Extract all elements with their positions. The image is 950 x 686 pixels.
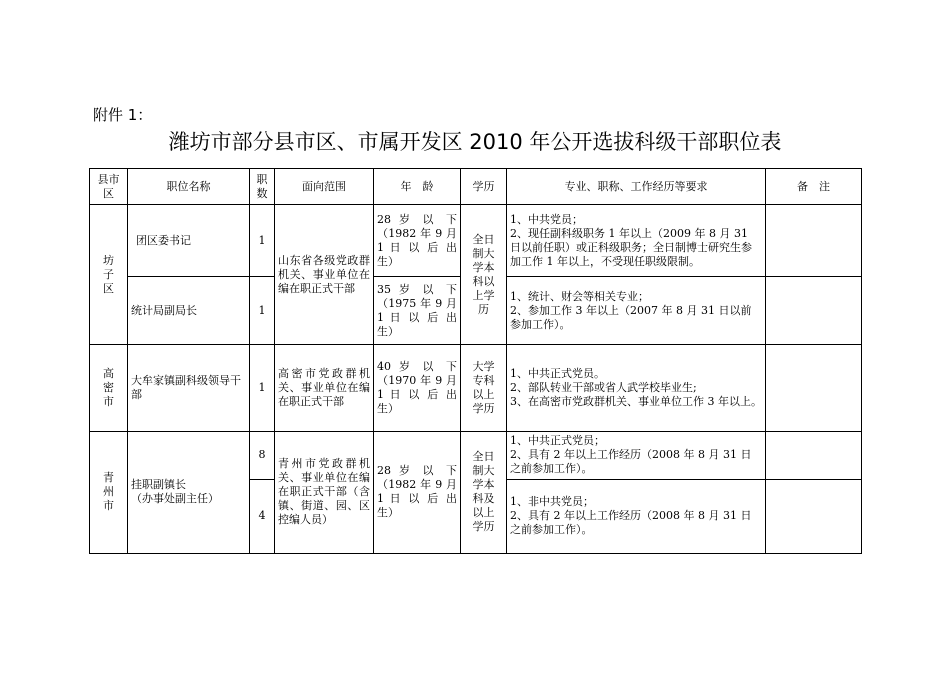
age-cell: 40 岁 以 下（1970 年 9 月 1 日 以 后 出生） [374, 345, 461, 431]
position-count: 4 [250, 479, 275, 553]
position-count: 1 [250, 345, 275, 431]
position-count: 1 [250, 205, 275, 277]
education-cell: 全日 制大 学本 科及 以上 学历 [461, 431, 507, 553]
requirements-cell: 1、中共正式党员； 2、具有 2 年以上工作经历（2008 年 8 月 31 日之前参加工作）。 [507, 431, 766, 479]
header-county: 县市 区 [90, 169, 128, 205]
remarks-cell [766, 431, 862, 479]
remarks-cell [766, 205, 862, 277]
county-gaomi: 高 密 市 [90, 345, 128, 431]
header-requirements: 专业、职称、工作经历等要求 [507, 169, 766, 205]
table-row [90, 345, 862, 431]
position-name: 挂职副镇长 （办事处副主任） [128, 431, 250, 553]
scope-cell: 高密市党政群机关、事业单位在编在职正式干部 [275, 345, 374, 431]
header-education: 学历 [461, 169, 507, 205]
position-name: 团区委书记 [128, 205, 250, 277]
position-count: 1 [250, 277, 275, 345]
education-cell: 全日 制大 学本 科以 上学 历 [461, 205, 507, 345]
header-remarks: 备 注 [766, 169, 862, 205]
header-age: 年 龄 [374, 169, 461, 205]
attachment-label: 附件 1： [93, 106, 153, 124]
position-count: 8 [250, 431, 275, 479]
scope-cell: 青州市党政群机关、事业单位在编在职正式干部（含镇、街道、园、区控编人员） [275, 431, 374, 553]
education-cell: 大学 专科 以上 学历 [461, 345, 507, 431]
requirements-cell: 1、统计、财会等相关专业； 2、参加工作 3 年以上（2007 年 8 月 31 日以前参加工作）。 [507, 277, 766, 345]
requirements-cell: 1、非中共党员； 2、具有 2 年以上工作经历（2008 年 8 月 31 日之前参加工作）。 [507, 479, 766, 553]
remarks-cell [766, 277, 862, 345]
header-position-name: 职位名称 [128, 169, 250, 205]
table-header-row [90, 169, 862, 205]
positions-table [89, 168, 862, 554]
table-row [90, 205, 862, 277]
age-cell: 28 岁 以 下（1982 年 9 月 1 日 以 后 出生） [374, 431, 461, 553]
table-row [90, 431, 862, 479]
age-cell: 28 岁 以 下（1982 年 9 月 1 日 以 后 出生） [374, 205, 461, 277]
remarks-cell [766, 479, 862, 553]
age-cell: 35 岁 以 下（1975 年 9 月 1 日 以 后 出生） [374, 277, 461, 345]
requirements-cell: 1、中共党员； 2、现任副科级职务 1 年以上（2009 年 8 月 31 日以前任职）或正科级职务；全日制博士研究生参加工作 1 年以上，不受现任职级限制。 [507, 205, 766, 277]
header-scope: 面向范围 [275, 169, 374, 205]
scope-cell: 山东省各级党政群机关、事业单位在编在职正式干部 [275, 205, 374, 345]
page-title: 潍坊市部分县市区、市属开发区 2010 年公开选拔科级干部职位表 [168, 130, 782, 154]
requirements-cell: 1、中共正式党员。 2、部队转业干部或省人武学校毕业生; 3、在高密市党政群机关、事业单位工作 3 年以上。 [507, 345, 766, 431]
position-name: 大牟家镇副科级领导干部 [128, 345, 250, 431]
remarks-cell [766, 345, 862, 431]
header-count: 职 数 [250, 169, 275, 205]
county-qingzhou: 青 州 市 [90, 431, 128, 553]
county-fangzi: 坊 子 区 [90, 205, 128, 345]
position-name: 统计局副局长 [128, 277, 250, 345]
